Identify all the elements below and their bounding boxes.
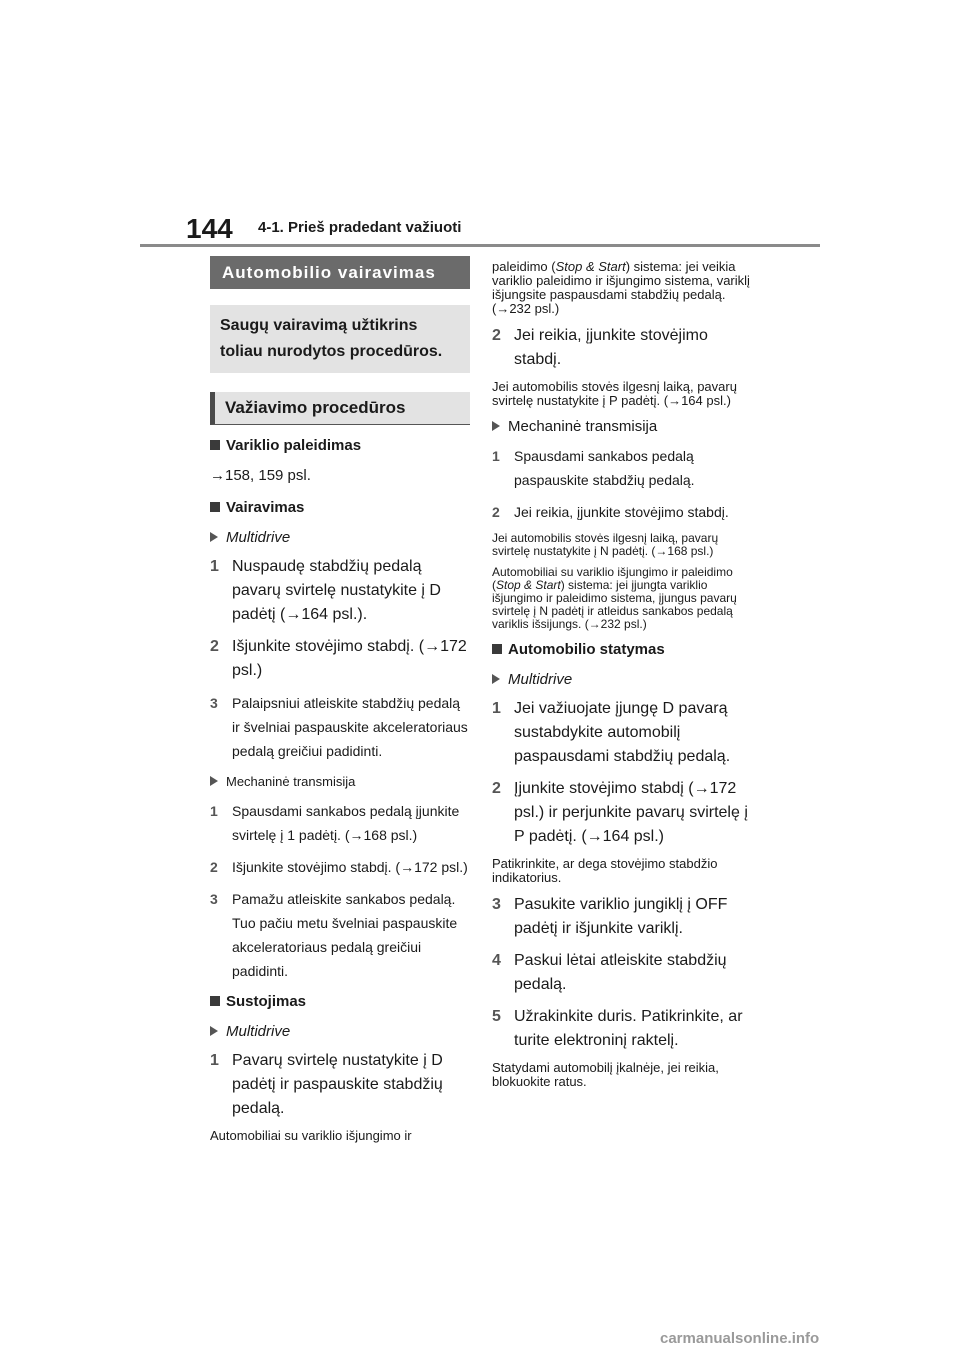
- square-bullet-icon: [210, 996, 220, 1006]
- subheading-multidrive: Multidrive: [210, 527, 470, 549]
- subheading-procedures: Važiavimo procedūros: [210, 392, 470, 425]
- heading-parking: Automobilio statymas: [492, 639, 754, 661]
- square-bullet-icon: [210, 502, 220, 512]
- heading-stopping: Sustojimas: [210, 991, 470, 1013]
- header-rule: [140, 244, 820, 247]
- page-header: [140, 210, 820, 246]
- step: 4 Paskui lėtai atleiskite stabdžių pedalą.: [492, 952, 727, 993]
- step: 2 Išjunkite stovėjimo stabdį. (→172 psl.): [210, 859, 468, 875]
- subheading-multidrive: Multidrive: [210, 1021, 470, 1043]
- left-column: [210, 256, 470, 1151]
- subheading-manual: Mechaninė transmisija: [492, 416, 754, 438]
- step: 1 Spausdami sankabos pedalą paspauskite stabdžių pedalą.: [492, 448, 695, 488]
- square-bullet-icon: [210, 440, 220, 450]
- step: 5 Užrakinkite duris. Patikrinkite, ar turite elektroninį raktelį.: [492, 1008, 743, 1049]
- step: 3 Pasukite variklio jungiklį į OFF padėtį ir išjunkite variklį.: [492, 896, 728, 937]
- step: 1 Nuspaudę stabdžių pedalą pavarų svirtelę nustatykite į D padėtį (→164 psl.).: [210, 558, 441, 623]
- note: Statydami automobilį įkalnėje, jei reikia, blokuokite ratus.: [492, 1060, 719, 1089]
- subheading-multidrive: Multidrive: [492, 669, 754, 691]
- note: paleidimo (Stop & Start) sistema: jei veikia variklio paleidimo ir išjungimo sistema, variklį išjungsite paspausdami stabdžių pedalą. (→232 psl.): [492, 259, 750, 316]
- section-title: 4-1. Prieš pradedant važiuoti: [258, 219, 462, 236]
- step: 2 Įjunkite stovėjimo stabdį (→172 psl.) ir perjunkite pavarų svirtelę į P padėtį. (→164 psl.): [492, 780, 748, 845]
- step: 2 Jei reikia, įjunkite stovėjimo stabdį.: [492, 504, 729, 520]
- note: Automobiliai su variklio išjungimo ir: [210, 1128, 412, 1143]
- step: 1 Jei važiuojate įjungę D pavarą sustabdykite automobilį paspausdami stabdžių pedalą.: [492, 700, 731, 765]
- heading-engine-start: Variklio paleidimas: [210, 435, 470, 457]
- step: 2 Išjunkite stovėjimo stabdį. (→172 psl.): [210, 638, 467, 679]
- step: 2 Jei reikia, įjunkite stovėjimo stabdį.: [492, 327, 708, 368]
- engine-ref: →158, 159 psl.: [210, 467, 311, 484]
- note: Jei automobilis stovės ilgesnį laiką, pavarų svirtelę nustatykite į P padėtį. (→164 psl.): [492, 379, 737, 408]
- triangle-arrow-icon: [492, 674, 500, 684]
- heading-driving: Vairavimas: [210, 497, 470, 519]
- step: 3 Pamažu atleiskite sankabos pedalą. Tuo pačiu metu švelniai paspauskite akceleratoriaus pedalą greičiui padidinti.: [210, 891, 458, 979]
- step: 1 Spausdami sankabos pedalą įjunkite svirtelę į 1 padėtį. (→168 psl.): [210, 803, 460, 843]
- triangle-arrow-icon: [210, 1026, 218, 1036]
- right-column: [492, 256, 754, 1097]
- chapter-title: Automobilio vairavimas: [210, 256, 470, 289]
- intro-box: Saugų vairavimą užtikrins toliau nurodytos procedūros.: [210, 305, 470, 373]
- subheading-manual: Mechaninė transmisija: [210, 771, 470, 793]
- page-number: 144: [186, 213, 233, 244]
- note: Patikrinkite, ar dega stovėjimo stabdžio indikatorius.: [492, 856, 718, 885]
- triangle-arrow-icon: [492, 421, 500, 431]
- step: 1 Pavarų svirtelę nustatykite į D padėtį ir paspauskite stabdžių pedalą.: [210, 1052, 443, 1117]
- triangle-arrow-icon: [210, 776, 218, 786]
- watermark: carmanualsonline.info: [660, 1330, 820, 1347]
- note: Automobiliai su variklio išjungimo ir paleidimo (Stop & Start) sistema: jei įjungta variklio išjungimo ir paleidimo sistema, įjungus pavarų svirtelę į N padėtį ir atleidus sankabos pedalą variklis išsijungs. (→232 psl.): [492, 565, 737, 631]
- note: Jei automobilis stovės ilgesnį laiką, pavarų svirtelę nustatykite į N padėtį. (→168 psl.): [492, 531, 719, 558]
- square-bullet-icon: [492, 644, 502, 654]
- triangle-arrow-icon: [210, 532, 218, 542]
- step: 3 Palaipsniui atleiskite stabdžių pedalą ir švelniai paspauskite akceleratoriaus pedalą greičiui padidinti.: [210, 695, 468, 759]
